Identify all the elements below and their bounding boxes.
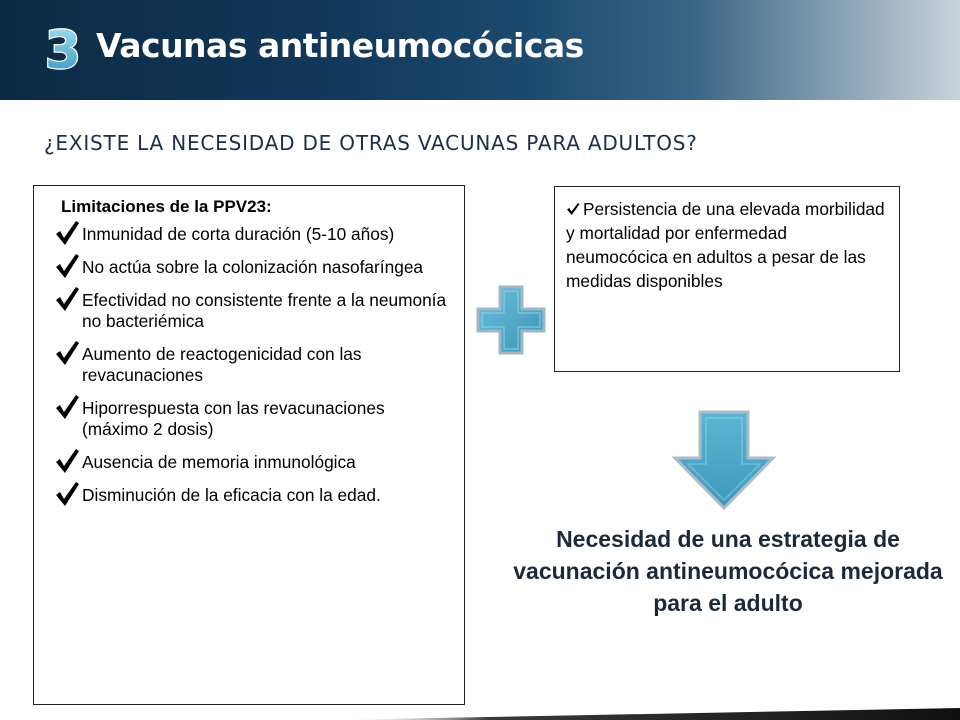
checkmark-icon <box>54 447 80 475</box>
bottom-decorative-band <box>330 708 960 720</box>
list-item-text: Efectividad no consistente frente a la neumonía no bacteriémica <box>82 290 447 331</box>
conclusion-text: Necesidad de una estrategia de vacunación antineumocócica mejorada para el adulto <box>513 526 943 616</box>
persistence-paragraph <box>566 197 892 293</box>
header-banner <box>0 0 960 100</box>
arrow-down-icon <box>672 410 776 510</box>
checkmark-icon <box>54 393 80 421</box>
checkmark-icon <box>566 202 580 216</box>
list-item <box>54 485 454 506</box>
list-item-text: Inmunidad de corta duración (5-10 años) <box>82 224 395 244</box>
list-item-text: Ausencia de memoria inmunológica <box>82 452 356 472</box>
limitations-list <box>54 224 454 518</box>
list-item <box>54 290 454 332</box>
checkmark-icon <box>54 252 80 280</box>
plus-icon <box>476 285 546 355</box>
slide-title: Vacunas antineumocócicas <box>96 26 584 65</box>
slide-subtitle: ¿EXISTE LA NECESIDAD DE OTRAS VACUNAS PARA ADULTOS? <box>44 131 698 155</box>
list-item <box>54 344 454 386</box>
persistence-box <box>554 186 900 372</box>
checkmark-icon <box>54 339 80 367</box>
list-item <box>54 452 454 473</box>
list-item <box>54 257 454 278</box>
checkmark-icon <box>54 219 80 247</box>
section-number: 3 <box>44 21 82 78</box>
checkmark-icon <box>54 285 80 313</box>
list-item-text: Disminución de la eficacia con la edad. <box>82 485 381 505</box>
section-number-badge <box>42 18 84 78</box>
limitations-box <box>33 185 465 705</box>
list-item-text: Aumento de reactogenicidad con las revacunaciones <box>82 344 362 385</box>
list-item-text: Hiporrespuesta con las revacunaciones (máximo 2 dosis) <box>82 398 385 439</box>
list-item <box>54 224 454 245</box>
limitations-title: Limitaciones de la PPV23: <box>61 197 272 216</box>
list-item-text: No actúa sobre la colonización nasofaríngea <box>82 257 424 277</box>
persistence-text: Persistencia de una elevada morbilidad y mortalidad por enfermedad neumocócica en adultos a pesar de las medidas disponibles <box>566 199 885 291</box>
checkmark-icon <box>54 480 80 508</box>
list-item <box>54 398 454 440</box>
